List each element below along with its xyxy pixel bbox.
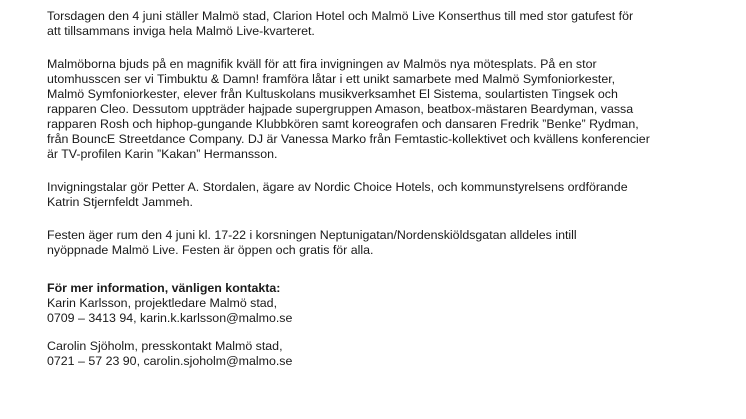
document-body <box>47 9 709 369</box>
contact-carolin-sjoholm: Carolin Sjöholm, presskontakt Malmö stad, 0721 – 57 23 90, carolin.sjoholm@malmo.se <box>47 339 293 368</box>
speaker-paragraph: Invigningstalar gör Petter A. Stordalen, ägare av Nordic Choice Hotels, och kommunstyrelsens ordförande Katrin Stjernfeldt Jammeh. <box>47 180 628 209</box>
event-details-paragraph: Festen äger rum den 4 juni kl. 17-22 i korsningen Neptunigatan/Nordenskiöldsgatan alldeles intill nyöppnade Malmö Live. Festen är öppen och gratis för alla. <box>47 228 577 257</box>
program-paragraph: Malmöborna bjuds på en magnifik kväll för att fira invigningen av Malmös nya mötesplats. På en stor utomhusscen ser vi Timbuktu & Damn! framföra låtar i ett unikt samarbete med Malmö Symfoniorkester, Malmö Symfoniorkester, elever från Kultuskolans musikverksamhet El Sistema, soulartisten Tingsek och rapparen Cleo. Dessutom uppträder hajpade supergruppen Amason, beatbox-mästaren Beardyman, vassa rapparen Rosh och hiphop-gungande Klubbkören samt koreografen och dansaren Fredrik ”Benke” Rydman, från BouncE Streetdance Company. DJ är Vanessa Marko från Femtastic-kollektivet och kvällens konferencier är TV-profilen Karin ”Kakan” Hermansson. <box>47 57 650 161</box>
contact-heading: För mer information, vänligen kontakta: <box>47 281 281 295</box>
contact-karin-karlsson: Karin Karlsson, projektledare Malmö stad, 0709 – 3413 94, karin.k.karlsson@malmo.se <box>47 296 293 325</box>
intro-paragraph: Torsdagen den 4 juni ställer Malmö stad, Clarion Hotel och Malmö Live Konserthus till med stor gatufest för att tillsammans inviga hela Malmö Live-kvarteret. <box>47 9 634 38</box>
